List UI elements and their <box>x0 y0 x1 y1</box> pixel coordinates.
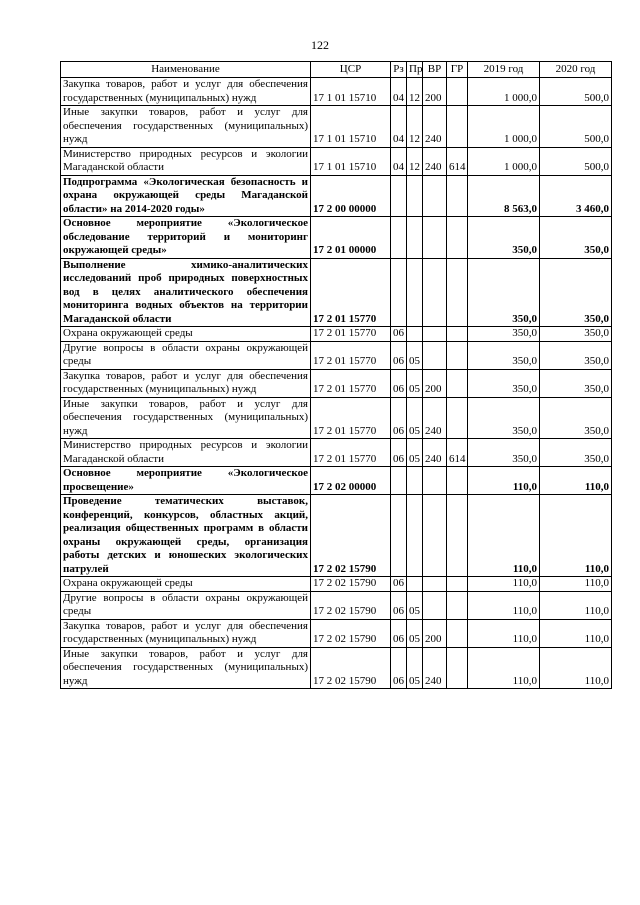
table-row <box>61 467 612 495</box>
table-row <box>61 397 612 439</box>
cell-2020: 500,0 <box>540 147 612 175</box>
table-row <box>61 175 612 217</box>
cell-2020: 110,0 <box>540 467 612 495</box>
cell-pr <box>407 217 423 259</box>
cell-2020: 110,0 <box>540 577 612 592</box>
cell-gr <box>447 591 468 619</box>
cell-2019: 350,0 <box>468 258 540 327</box>
cell-rz: 06 <box>391 397 407 439</box>
table-row <box>61 106 612 148</box>
cell-name: Закупка товаров, работ и услуг для обеспечения государственных (муниципальных) нужд <box>61 619 311 647</box>
cell-csr: 17 2 00 00000 <box>311 175 391 217</box>
table-row <box>61 217 612 259</box>
page-number: 122 <box>311 38 329 52</box>
table-row <box>61 619 612 647</box>
cell-csr: 17 2 01 15770 <box>311 258 391 327</box>
cell-gr <box>447 341 468 369</box>
cell-vr <box>423 495 447 577</box>
cell-rz: 06 <box>391 327 407 342</box>
cell-2019: 1 000,0 <box>468 78 540 106</box>
table-row <box>61 78 612 106</box>
cell-2020: 110,0 <box>540 619 612 647</box>
cell-2019: 1 000,0 <box>468 106 540 148</box>
cell-vr: 200 <box>423 369 447 397</box>
cell-rz: 06 <box>391 369 407 397</box>
cell-vr: 240 <box>423 147 447 175</box>
cell-2020: 3 460,0 <box>540 175 612 217</box>
cell-pr: 05 <box>407 439 423 467</box>
cell-pr <box>407 495 423 577</box>
cell-pr: 12 <box>407 147 423 175</box>
cell-2019: 350,0 <box>468 439 540 467</box>
cell-rz: 06 <box>391 341 407 369</box>
cell-pr: 05 <box>407 591 423 619</box>
cell-csr: 17 1 01 15710 <box>311 78 391 106</box>
cell-2020: 350,0 <box>540 258 612 327</box>
cell-pr: 05 <box>407 619 423 647</box>
table-row <box>61 577 612 592</box>
cell-rz: 04 <box>391 147 407 175</box>
cell-name: Иные закупки товаров, работ и услуг для обеспечения государственных (муниципальных) нужд <box>61 106 311 148</box>
header-vr: ВР <box>423 62 447 78</box>
cell-2019: 110,0 <box>468 495 540 577</box>
cell-rz <box>391 495 407 577</box>
cell-rz: 06 <box>391 439 407 467</box>
cell-pr: 05 <box>407 647 423 689</box>
cell-gr <box>447 78 468 106</box>
cell-gr: 614 <box>447 439 468 467</box>
cell-name: Выполнение химико-аналитических исследований проб природных поверхностных вод в целях аналитического обеспечения мониторинга водных объектов на территории Магаданской области <box>61 258 311 327</box>
header-2020: 2020 год <box>540 62 612 78</box>
cell-2019: 350,0 <box>468 397 540 439</box>
cell-2019: 110,0 <box>468 591 540 619</box>
header-name: Наименование <box>61 62 311 78</box>
cell-rz <box>391 217 407 259</box>
cell-2020: 110,0 <box>540 495 612 577</box>
table-row <box>61 327 612 342</box>
cell-csr: 17 2 02 15790 <box>311 619 391 647</box>
cell-gr <box>447 495 468 577</box>
cell-pr: 05 <box>407 341 423 369</box>
cell-2020: 500,0 <box>540 78 612 106</box>
cell-vr <box>423 341 447 369</box>
cell-pr: 12 <box>407 106 423 148</box>
cell-csr: 17 1 01 15710 <box>311 147 391 175</box>
cell-2020: 350,0 <box>540 327 612 342</box>
cell-csr: 17 2 01 00000 <box>311 217 391 259</box>
table-row <box>61 341 612 369</box>
cell-rz: 06 <box>391 619 407 647</box>
cell-name: Иные закупки товаров, работ и услуг для обеспечения государственных (муниципальных) нужд <box>61 647 311 689</box>
cell-name: Министерство природных ресурсов и экологии Магаданской области <box>61 439 311 467</box>
cell-2019: 1 000,0 <box>468 147 540 175</box>
cell-csr: 17 2 01 15770 <box>311 341 391 369</box>
cell-name: Другие вопросы в области охраны окружающей среды <box>61 341 311 369</box>
cell-gr: 614 <box>447 147 468 175</box>
cell-name: Другие вопросы в области охраны окружающей среды <box>61 591 311 619</box>
cell-name: Иные закупки товаров, работ и услуг для обеспечения государственных (муниципальных) нужд <box>61 397 311 439</box>
table-row <box>61 495 612 577</box>
cell-gr <box>447 217 468 259</box>
cell-2019: 350,0 <box>468 327 540 342</box>
header-2019: 2019 год <box>468 62 540 78</box>
cell-name: Охрана окружающей среды <box>61 577 311 592</box>
cell-2020: 350,0 <box>540 341 612 369</box>
header-gr: ГР <box>447 62 468 78</box>
cell-2020: 350,0 <box>540 397 612 439</box>
cell-rz: 06 <box>391 577 407 592</box>
table-row <box>61 439 612 467</box>
cell-vr <box>423 258 447 327</box>
cell-vr: 240 <box>423 397 447 439</box>
header-rz: Рз <box>391 62 407 78</box>
cell-name: Закупка товаров, работ и услуг для обеспечения государственных (муниципальных) нужд <box>61 369 311 397</box>
cell-vr <box>423 467 447 495</box>
cell-csr: 17 2 02 15790 <box>311 577 391 592</box>
table-row <box>61 258 612 327</box>
table-row <box>61 369 612 397</box>
cell-name: Закупка товаров, работ и услуг для обеспечения государственных (муниципальных) нужд <box>61 78 311 106</box>
cell-2019: 110,0 <box>468 619 540 647</box>
table-row <box>61 591 612 619</box>
cell-pr <box>407 467 423 495</box>
cell-csr: 17 2 02 15790 <box>311 495 391 577</box>
cell-vr <box>423 577 447 592</box>
cell-gr <box>447 397 468 439</box>
table-header-row <box>61 62 612 78</box>
cell-2019: 350,0 <box>468 217 540 259</box>
cell-2019: 110,0 <box>468 467 540 495</box>
cell-gr <box>447 577 468 592</box>
cell-vr: 200 <box>423 78 447 106</box>
cell-gr <box>447 327 468 342</box>
cell-2020: 110,0 <box>540 591 612 619</box>
cell-gr <box>447 258 468 327</box>
cell-rz <box>391 258 407 327</box>
cell-name: Подпрограмма «Экологическая безопасность и охрана окружающей среды Магаданской области» на 2014-2020 годы» <box>61 175 311 217</box>
cell-2019: 350,0 <box>468 341 540 369</box>
cell-pr <box>407 577 423 592</box>
cell-gr <box>447 369 468 397</box>
cell-2020: 350,0 <box>540 439 612 467</box>
cell-vr: 240 <box>423 106 447 148</box>
cell-name: Министерство природных ресурсов и экологии Магаданской области <box>61 147 311 175</box>
cell-vr: 240 <box>423 647 447 689</box>
cell-csr: 17 2 02 15790 <box>311 647 391 689</box>
cell-gr <box>447 619 468 647</box>
cell-csr: 17 2 01 15770 <box>311 327 391 342</box>
cell-2020: 500,0 <box>540 106 612 148</box>
cell-pr <box>407 327 423 342</box>
cell-rz: 06 <box>391 591 407 619</box>
cell-pr: 05 <box>407 369 423 397</box>
cell-rz <box>391 467 407 495</box>
cell-pr <box>407 258 423 327</box>
cell-2020: 350,0 <box>540 217 612 259</box>
cell-vr <box>423 327 447 342</box>
cell-name: Проведение тематических выставок, конференций, конкурсов, областных акций, реализация общественных программ в области охраны окружающей среды, организация работы детских и юношеских экологических патрулей <box>61 495 311 577</box>
cell-vr <box>423 175 447 217</box>
cell-rz: 04 <box>391 78 407 106</box>
cell-vr <box>423 591 447 619</box>
cell-csr: 17 2 01 15770 <box>311 397 391 439</box>
cell-csr: 17 2 02 00000 <box>311 467 391 495</box>
cell-rz <box>391 175 407 217</box>
cell-rz: 04 <box>391 106 407 148</box>
cell-gr <box>447 467 468 495</box>
cell-pr <box>407 175 423 217</box>
cell-csr: 17 2 02 15790 <box>311 591 391 619</box>
cell-name: Основное мероприятие «Экологическое обследование территорий и мониторинг окружающей среды» <box>61 217 311 259</box>
cell-gr <box>447 106 468 148</box>
cell-csr: 17 2 01 15770 <box>311 439 391 467</box>
cell-gr <box>447 647 468 689</box>
table-body <box>61 78 612 689</box>
cell-2019: 110,0 <box>468 577 540 592</box>
table-row <box>61 147 612 175</box>
cell-pr: 12 <box>407 78 423 106</box>
cell-csr: 17 1 01 15710 <box>311 106 391 148</box>
cell-vr <box>423 217 447 259</box>
cell-2020: 110,0 <box>540 647 612 689</box>
cell-2019: 350,0 <box>468 369 540 397</box>
cell-rz: 06 <box>391 647 407 689</box>
header-pr: Пр <box>407 62 423 78</box>
table-row <box>61 647 612 689</box>
cell-2019: 8 563,0 <box>468 175 540 217</box>
budget-table <box>60 61 612 689</box>
cell-name: Основное мероприятие «Экологическое просвещение» <box>61 467 311 495</box>
cell-name: Охрана окружающей среды <box>61 327 311 342</box>
header-csr: ЦСР <box>311 62 391 78</box>
cell-2019: 110,0 <box>468 647 540 689</box>
cell-csr: 17 2 01 15770 <box>311 369 391 397</box>
cell-pr: 05 <box>407 397 423 439</box>
cell-gr <box>447 175 468 217</box>
cell-vr: 240 <box>423 439 447 467</box>
cell-vr: 200 <box>423 619 447 647</box>
cell-2020: 350,0 <box>540 369 612 397</box>
